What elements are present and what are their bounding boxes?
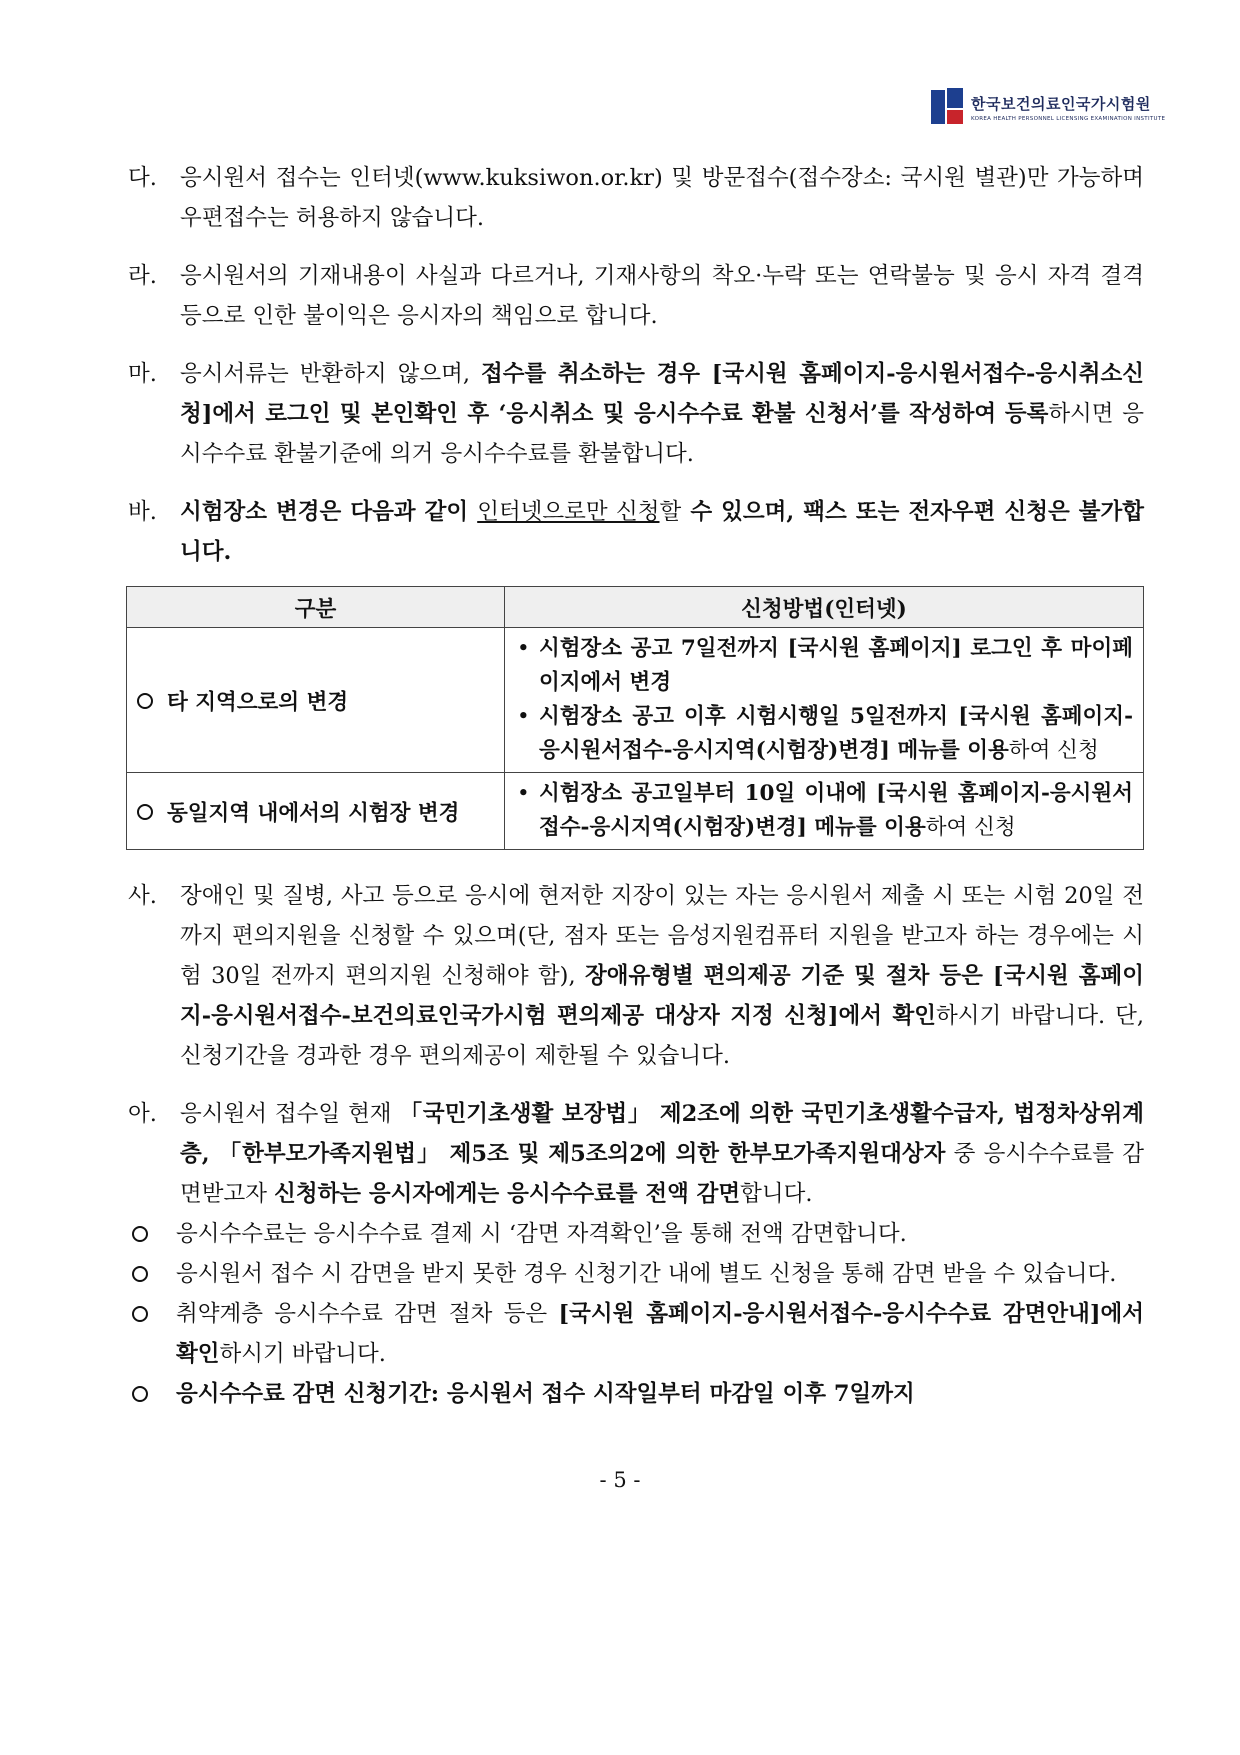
item-text-bold: 등록 bbox=[1004, 401, 1049, 427]
table-header-method: 신청방법(인터넷) bbox=[505, 587, 1144, 628]
item-text: 합니다. bbox=[740, 1181, 813, 1207]
table-cell-category bbox=[127, 628, 505, 773]
item-text: 응시원서의 기재내용이 사실과 다르거나, 기재사항의 착오·누락 또는 연락불능 및 응시 자격 결격 등으로 인한 불이익은 응시자의 책임으로 합니다. bbox=[180, 263, 1144, 329]
item-text: 중 응시수수료를 감면받고자 bbox=[180, 1141, 1144, 1207]
circle-bullet-icon bbox=[132, 1266, 148, 1282]
method-text-bold: 시험장소 공고 이후 시험시행일 5일전까지 [국시원 홈페이지-응시원서접수-응시지역(시험장)변경] 메뉴를 이용 bbox=[539, 704, 1133, 763]
sub-item-1 bbox=[126, 1214, 1144, 1254]
item-ba bbox=[126, 492, 1144, 572]
method-bullet bbox=[517, 700, 1133, 768]
sub-item-text: 하시기 바랍니다. bbox=[219, 1341, 386, 1367]
dot-bullet-icon: • bbox=[517, 781, 530, 806]
item-text-bold: 수 있으며, 팩스 또는 전자우편 신청은 불가합니다. bbox=[180, 499, 1144, 565]
table-cell-category bbox=[127, 773, 505, 850]
item-text-bold: 「국민기초생활 보장법」 제2조에 의한 국민기초생활수급자, 법정차상위계층, 「한부모가족지원법」 제5조 및 제5조의2에 의한 한부모가족지원대상자 bbox=[180, 1101, 1144, 1167]
circle-bullet-icon bbox=[132, 1386, 148, 1402]
table-cell-method bbox=[505, 628, 1144, 773]
method-bullet bbox=[517, 632, 1133, 700]
dot-bullet-icon: • bbox=[517, 636, 530, 661]
item-sa bbox=[126, 876, 1144, 1076]
method-text-bold: 시험장소 공고일부터 10일 이내에 [국시원 홈페이지-응시원서접수-응시지역(시험장)변경] 메뉴를 이용 bbox=[539, 781, 1133, 840]
sub-item-2 bbox=[126, 1254, 1144, 1294]
item-a bbox=[126, 1094, 1144, 1214]
item-ma bbox=[126, 354, 1144, 474]
circle-bullet-icon bbox=[137, 804, 153, 820]
item-text-bold: 신청하는 응시자에게는 응시수수료를 전액 감면 bbox=[274, 1181, 741, 1207]
item-text: 응시서류는 반환하지 않으며, bbox=[180, 361, 482, 387]
institute-logo bbox=[931, 88, 1165, 126]
method-text-bold: 시험장소 공고 7일전까지 [국시원 홈페이지] 로그인 후 마이페이지에서 변경 bbox=[539, 636, 1133, 695]
method-bullet bbox=[517, 777, 1133, 845]
sub-item-text-bold: [국시원 홈페이지-응시원서접수-응시수수료 감면안내]에서 확인 bbox=[176, 1301, 1144, 1367]
category-text: 동일지역 내에서의 시험장 변경 bbox=[167, 800, 460, 826]
page-number: - 5 - bbox=[599, 1468, 641, 1492]
circle-bullet-icon bbox=[132, 1306, 148, 1322]
org-name-english: KOREA HEALTH PERSONNEL LICENSING EXAMINATION INSTITUTE bbox=[971, 115, 1166, 122]
sub-item-4 bbox=[126, 1374, 1144, 1414]
kuksiwon-logo-mark bbox=[931, 88, 963, 126]
item-text-underline: 인터넷으로만 신청 bbox=[477, 499, 660, 525]
sub-item-text: 응시수수료는 응시수수료 결제 시 ‘감면 자격확인’을 통해 전액 감면합니다. bbox=[176, 1221, 907, 1247]
item-text: 하시면 응시수수료 환불기준에 의거 응시수수료를 환불합니다. bbox=[180, 401, 1144, 467]
table-row bbox=[127, 773, 1144, 850]
table-header-row bbox=[127, 587, 1144, 628]
item-text-bold: 접수를 취소하는 경우 [국시원 홈페이지-응시원서접수-응시취소신청]에서 로그인 및 본인확인 후 ‘응시취소 및 응시수수료 환불 신청서’를 작성하여 bbox=[180, 361, 1144, 427]
dot-bullet-icon: • bbox=[517, 704, 530, 729]
item-text: 할 bbox=[659, 499, 682, 525]
circle-bullet-icon bbox=[137, 693, 153, 709]
item-text: 응시원서 접수일 현재 bbox=[180, 1101, 400, 1127]
item-label: 라. bbox=[128, 263, 157, 289]
document-body bbox=[126, 158, 1144, 1414]
venue-change-table bbox=[126, 586, 1144, 850]
category-text: 타 지역으로의 변경 bbox=[167, 689, 349, 715]
circle-bullet-icon bbox=[132, 1226, 148, 1242]
item-text: 하시기 바랍니다. 단, 신청기간을 경과한 경우 편의제공이 제한될 수 있습니다. bbox=[180, 1003, 1144, 1069]
table-header-category: 구분 bbox=[127, 587, 505, 628]
org-name-korean: 한국보건의료인국가시험원 bbox=[971, 94, 1151, 113]
method-text: 하여 신청 bbox=[1008, 738, 1099, 763]
item-label: 다. bbox=[128, 165, 157, 191]
sub-item-text: 응시원서 접수 시 감면을 받지 못한 경우 신청기간 내에 별도 신청을 통해 감면 받을 수 있습니다. bbox=[176, 1261, 1117, 1287]
item-text bbox=[996, 401, 1005, 427]
item-text-bold: 장애유형별 편의제공 기준 및 절차 등은 [국시원 홈페이지-응시원서접수-보건의료인국가시험 편의제공 대상자 지정 신청]에서 확인 bbox=[180, 963, 1145, 1029]
item-label: 마. bbox=[128, 361, 157, 387]
sub-item-text-bold: 응시수수료 감면 신청기간: 응시원서 접수 시작일부터 마감일 이후 7일까지 bbox=[176, 1381, 915, 1407]
item-text: 장애인 및 질병, 사고 등으로 응시에 현저한 지장이 있는 자는 응시원서 제출 시 또는 시험 20일 전까지 편의지원을 신청할 수 있으며(단, 점자 또는 음성지원컴퓨터 지원을 받고자 하는 경우에는 시험 30일 전까지 편의지원 신청해야 함), bbox=[180, 883, 1144, 989]
item-label: 사. bbox=[128, 883, 157, 909]
item-label: 아. bbox=[128, 1101, 157, 1127]
item-ra bbox=[126, 256, 1144, 336]
table-row bbox=[127, 628, 1144, 773]
sub-item-3 bbox=[126, 1294, 1144, 1374]
table-cell-method bbox=[505, 773, 1144, 850]
sub-item-text: 취약계층 응시수수료 감면 절차 등은 bbox=[176, 1301, 559, 1327]
item-text: 응시원서 접수는 인터넷(www.kuksiwon.or.kr) 및 방문접수(접수장소: 국시원 별관)만 가능하며 우편접수는 허용하지 않습니다. bbox=[180, 165, 1144, 231]
item-text-bold: 시험장소 변경은 다음과 같이 bbox=[180, 499, 478, 525]
method-text: 하여 신청 bbox=[925, 815, 1016, 840]
item-da bbox=[126, 158, 1144, 238]
item-label: 바. bbox=[128, 499, 157, 525]
